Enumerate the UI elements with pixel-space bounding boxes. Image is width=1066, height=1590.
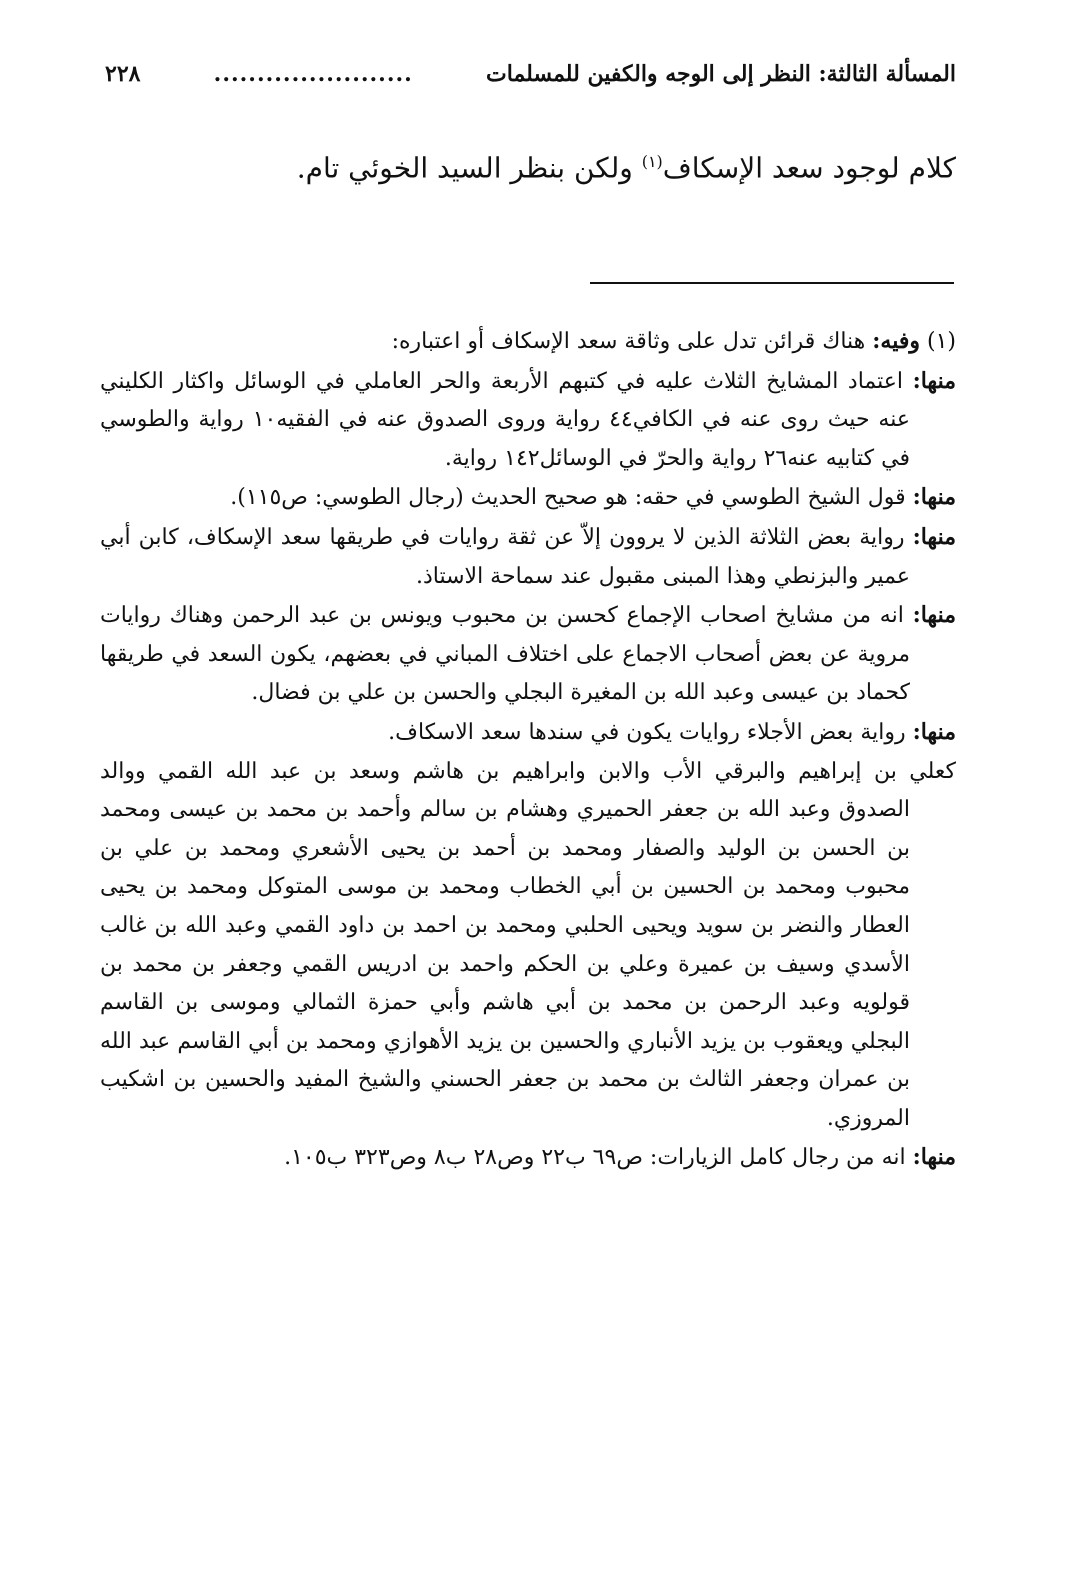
running-header: [105, 54, 956, 94]
item-lead: منها:: [912, 523, 956, 550]
item-lead: منها:: [912, 1144, 956, 1171]
names-paragraph: كعلي بن إبراهيم والبرقي الأب والابن وابراهيم بن هاشم وسعد بن عبد الله القمي ووالد الصدوق وعبد الله بن جعفر الحميري وهشام بن سالم وأحمد بن محمد بن عيسى ومحمد بن الحسن بن الوليد والصفار ومحمد بن أحمد بن يحيى الأشعري ومحمد بن علي بن محبوب ومحمد بن الحسين بن أبي الخطاب ومحمد بن موسى المتوكل ومحمد بن يحيى العطار والنضر بن سويد ويحيى الحلبي ومحمد بن احمد بن داود القمي وعبد الله بن غالب الأسدي وسيف بن عميرة وعلي بن الحكم واحمد بن ادريس القمي وجعفر بن محمد بن قولويه وعبد الرحمن بن محمد بن أبي هاشم وأبي حمزة الثمالي وموسى بن القاسم البجلي ويعقوب بن يزيد الأنباري والحسين بن يزيد الأهوازي ومحمد بن أبي القاسم عبد الله بن عمران وجعفر الثالث بن محمد بن جعفر الحسني والشيخ المفيد والحسين بن اشكيب المروزي.: [100, 758, 956, 1131]
main-text-before: كلام لوجود سعد الإسكاف: [662, 151, 956, 185]
footnote-reference: (١): [641, 152, 663, 171]
footnote-separator: [590, 282, 954, 284]
item-lead: منها:: [912, 367, 956, 394]
item-text: رواية بعض الثلاثة الذين لا يروون إلاّ عن ثقة روايات في طريقها سعد الإسكاف، كابن أبي عمير والبزنطي وهذا المبنى مقبول عند سماحة الاستاذ.: [100, 524, 913, 589]
item-text: انه من مشايخ اصحاب الإجماع كحسن بن محبوب ويونس بن عبد الرحمن وهناك روايات مروية عن بعض أصحاب الاجماع على اختلاف المباني في بعضهم، يكون السعد في طريقها كحماد بن عيسى وعبد الله بن المغيرة البجلي والحسن بن علي بن فضال.: [100, 603, 913, 706]
header-title: المسألة الثالثة: النظر إلى الوجه والكفين للمسلمات: [486, 61, 956, 87]
item-text: رواية بعض الأجلاء روايات يكون في سندها سعد الاسكاف.: [388, 719, 913, 745]
item-text: انه من رجال كامل الزيارات: ص٦٩ ب٢٢ وص٢٨ ب٨ وص٣٢٣ ب١٠٥.: [284, 1145, 913, 1171]
footnote-intro-lead: وفيه:: [872, 328, 920, 354]
footnote-item: [100, 518, 956, 596]
page-number: ٢٢٨: [105, 61, 141, 87]
main-text: [100, 140, 956, 190]
footnote-intro-text: هناك قرائن تدل على وثاقة سعد الإسكاف أو اعتباره:: [391, 329, 873, 354]
footnote-item-last: [100, 1138, 956, 1178]
item-text: قول الشيخ الطوسي في حقه: هو صحيح الحديث (رجال الطوسي: ص١١٥).: [230, 485, 913, 511]
main-text-after: ولكن بنظر السيد الخوئي تام.: [296, 151, 642, 185]
footnote-item: [100, 713, 956, 753]
footnote-intro: [100, 322, 956, 362]
footnote-item: [100, 478, 956, 518]
item-lead: منها:: [912, 718, 956, 745]
item-lead: منها:: [912, 602, 956, 629]
footnote-item: [100, 596, 956, 713]
footnotes: [100, 322, 956, 1178]
footnote-marker: (١): [926, 329, 956, 354]
item-text: اعتماد المشايخ الثلاث عليه في كتبهم الأربعة والحر العاملي في الوسائل واكثار الكليني عنه حيث روى عنه في الكافي٤٤ رواية وروى الصدوق عنه في الفقيه١٠ رواية والطوسي في كتابيه عنه٢٦ رواية والحرّ في الوسائل١٤٢ رواية.: [100, 368, 913, 471]
header-leader-dots: .......................: [213, 61, 413, 87]
footnote-item: [100, 362, 956, 479]
item-lead: منها:: [912, 484, 956, 511]
